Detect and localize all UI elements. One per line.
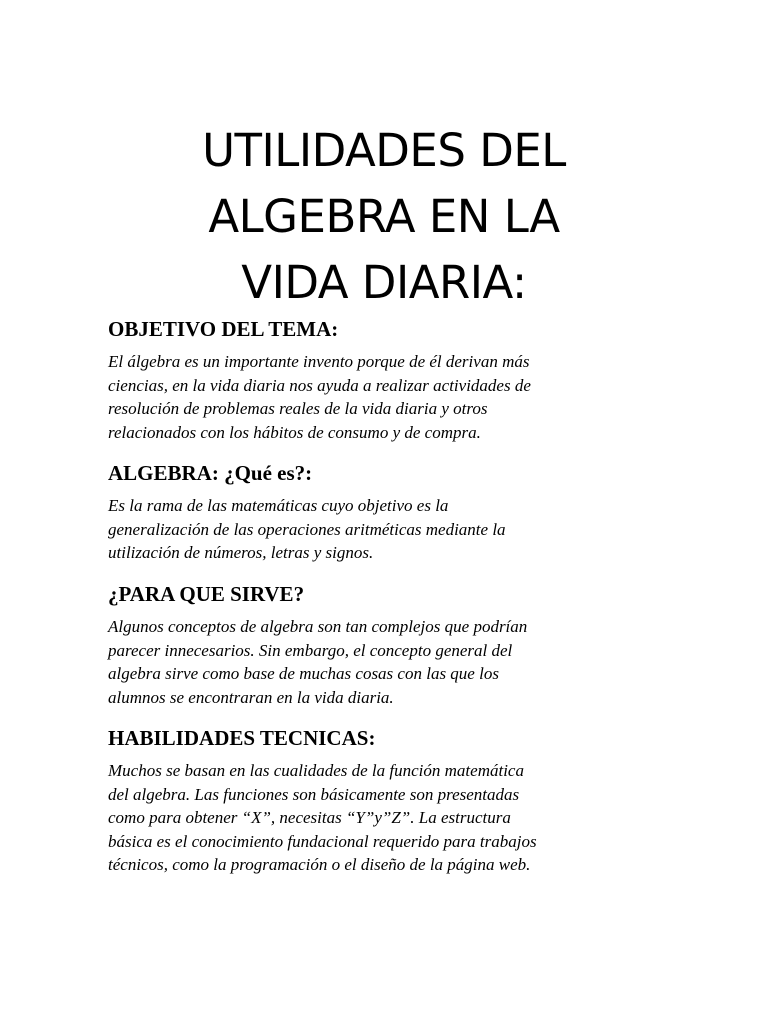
paragraph-line: algebra sirve como base de muchas cosas con las que los (108, 664, 499, 683)
paragraph-line: del algebra. Las funciones son básicamente son presentadas (108, 784, 520, 804)
section-objetivo (108, 316, 668, 444)
paragraph-line: básica es el conocimiento fundacional requerido para trabajos (108, 831, 537, 851)
paragraph-line: Muchos se basan en las cualidades de la función matemática (108, 761, 524, 780)
paragraph-line: Es la rama de las matemáticas cuyo objetivo es la (108, 496, 449, 515)
section-paragraph (108, 615, 668, 709)
section-algebra-que-es (108, 460, 668, 565)
paragraph-line: El álgebra es un importante invento porque de él derivan más (108, 352, 530, 371)
paragraph-line: alumnos se encontraran en la vida diaria. (108, 687, 394, 707)
section-heading: HABILIDADES TECNICAS: (108, 726, 376, 750)
paragraph-line: Algunos conceptos de algebra son tan complejos que podrían (108, 617, 528, 636)
section-paragraph (108, 759, 668, 877)
paragraph-line: parecer innecesarios. Sin embargo, el concepto general del (108, 640, 513, 660)
title-line: VIDA DIARIA: (241, 256, 527, 310)
paragraph-line: generalización de las operaciones aritméticas mediante la (108, 519, 506, 539)
title-line: UTILIDADES DEL (202, 124, 566, 178)
paragraph-line: ciencias, en la vida diaria nos ayuda a realizar actividades de (108, 375, 531, 395)
paragraph-line: como para obtener “X”, necesitas “Y”y”Z”. La estructura (108, 808, 511, 827)
title-line: ALGEBRA EN LA (208, 190, 560, 244)
section-heading: OBJETIVO DEL TEMA: (108, 317, 339, 341)
section-heading: ¿PARA QUE SIRVE? (108, 582, 305, 606)
paragraph-line: técnicos, como la programación o el diseño de la página web. (108, 855, 531, 874)
paragraph-line: relacionados con los hábitos de consumo y de compra. (108, 422, 481, 442)
section-paragraph (108, 350, 668, 444)
section-heading: ALGEBRA: ¿Qué es?: (108, 461, 313, 485)
document-title (0, 118, 768, 316)
paragraph-line: utilización de números, letras y signos. (108, 543, 374, 562)
section-habilidades-tecnicas (108, 725, 668, 877)
section-para-que-sirve (108, 581, 668, 709)
section-paragraph (108, 494, 668, 565)
paragraph-line: resolución de problemas reales de la vida diaria y otros (108, 399, 488, 418)
